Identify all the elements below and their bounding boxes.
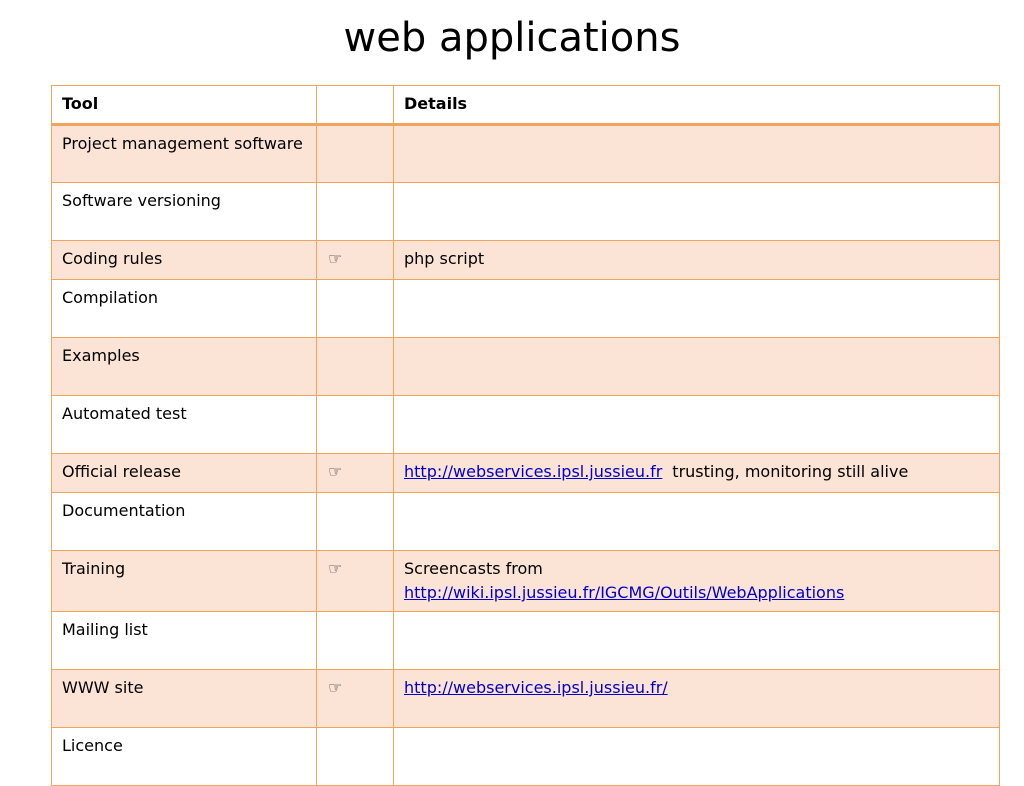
hand-pointing-icon: ☞ <box>328 678 343 697</box>
table-row <box>52 280 1000 338</box>
details-link[interactable]: http://webservices.ipsl.jussieu.fr <box>404 462 663 481</box>
details-cell <box>394 612 1000 670</box>
tool-cell: Official release <box>52 454 317 493</box>
tool-cell: WWW site <box>52 670 317 728</box>
details-link[interactable]: http://webservices.ipsl.jussieu.fr/ <box>404 678 668 697</box>
icon-cell <box>317 493 394 551</box>
details-text: trusting, monitoring still alive <box>672 462 909 481</box>
icon-cell <box>317 670 394 728</box>
tool-cell: Training <box>52 551 317 612</box>
tool-cell: Automated test <box>52 396 317 454</box>
details-cell <box>394 670 1000 728</box>
table-row <box>52 454 1000 493</box>
tool-cell: Documentation <box>52 493 317 551</box>
tool-cell: Software versioning <box>52 183 317 241</box>
table-row <box>52 670 1000 728</box>
icon-cell <box>317 612 394 670</box>
tool-cell: Mailing list <box>52 612 317 670</box>
details-cell <box>394 454 1000 493</box>
details-cell <box>394 551 1000 612</box>
icon-cell <box>317 454 394 493</box>
hand-pointing-icon: ☞ <box>328 559 343 578</box>
details-cell <box>394 125 1000 183</box>
details-link[interactable]: http://wiki.ipsl.jussieu.fr/IGCMG/Outils/WebApplications <box>404 583 845 602</box>
tool-cell: Licence <box>52 728 317 786</box>
icon-cell <box>317 338 394 396</box>
table-row <box>52 728 1000 786</box>
icon-cell <box>317 396 394 454</box>
details-cell <box>394 241 1000 280</box>
table-header-row <box>52 86 1000 125</box>
icon-cell <box>317 280 394 338</box>
hand-pointing-icon: ☞ <box>328 249 343 268</box>
details-cell <box>394 728 1000 786</box>
page-title: web applications <box>343 15 681 61</box>
details-text: Screencasts from <box>404 559 543 578</box>
table-row <box>52 125 1000 183</box>
tools-table <box>51 85 1000 786</box>
table-row <box>52 338 1000 396</box>
details-cell <box>394 280 1000 338</box>
tool-cell: Examples <box>52 338 317 396</box>
details-cell <box>394 183 1000 241</box>
table-row <box>52 493 1000 551</box>
header-icon <box>317 86 394 125</box>
table-row <box>52 396 1000 454</box>
table-row <box>52 183 1000 241</box>
header-tool: Tool <box>52 86 317 125</box>
table-row <box>52 551 1000 612</box>
header-details: Details <box>394 86 1000 125</box>
table-row <box>52 241 1000 280</box>
tool-cell: Coding rules <box>52 241 317 280</box>
icon-cell <box>317 125 394 183</box>
icon-cell <box>317 241 394 280</box>
details-cell <box>394 493 1000 551</box>
icon-cell <box>317 728 394 786</box>
icon-cell <box>317 551 394 612</box>
tool-cell: Project management software <box>52 125 317 183</box>
table-row <box>52 612 1000 670</box>
icon-cell <box>317 183 394 241</box>
details-cell <box>394 396 1000 454</box>
hand-pointing-icon: ☞ <box>328 462 343 481</box>
details-text: php script <box>404 249 485 268</box>
details-cell <box>394 338 1000 396</box>
tool-cell: Compilation <box>52 280 317 338</box>
